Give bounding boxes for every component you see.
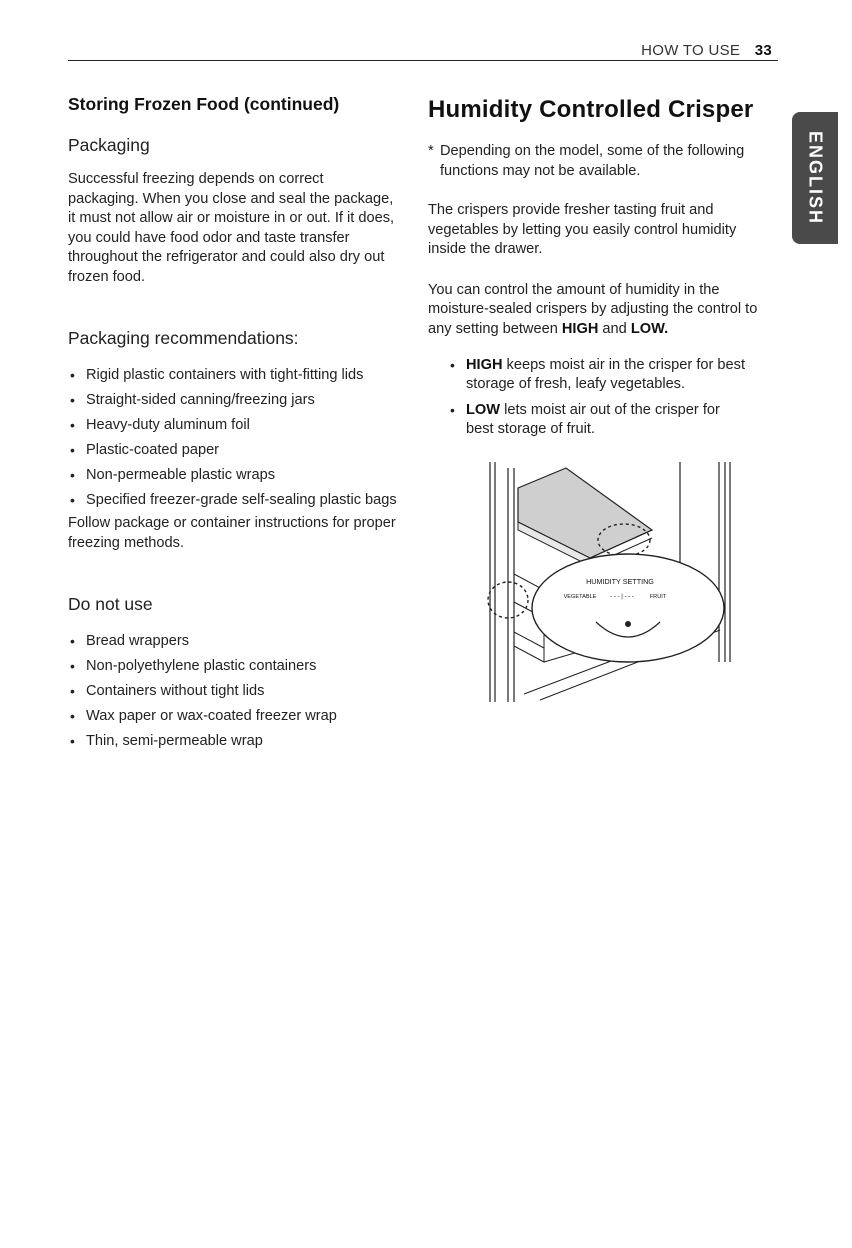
dial-vegetable-label: VEGETABLE	[563, 594, 597, 600]
section-title-humidity-crisper: Humidity Controlled Crisper	[428, 96, 754, 123]
packaging-body: Successful freezing depends on correct packaging. When you close and seal the package, it must not allow air or moisture in or out. If it does, you could have food odor and taste transfer throughout the refrigerator and could also dry out frozen food.	[68, 171, 395, 285]
crisper-intro: The crispers provide fresher tasting fruit and vegetables by letting you easily control humidity inside the drawer.	[428, 202, 737, 257]
list-item: • Plastic-coated paper	[70, 442, 220, 458]
list-item: • Thin, semi-permeable wrap	[70, 733, 263, 749]
list-item: • Wax paper or wax-coated freezer wrap	[70, 708, 337, 724]
crisper-control-paragraph: You can control the amount of humidity in the moisture-sealed crispers by adjusting the control to any setting between HIGH and LOW.	[428, 281, 758, 337]
list-item: • HIGH keeps moist air in the crisper for best storage of fresh, leafy vegetables.	[450, 357, 745, 392]
keyword-low: LOW.	[630, 320, 669, 337]
list-item: • Non-polyethylene plastic containers	[70, 658, 317, 674]
list-item: • Non-permeable plastic wraps	[70, 467, 275, 483]
recommendations-footer: Follow package or container instructions for proper freezing methods.	[68, 515, 396, 551]
list-item: • Bread wrappers	[70, 633, 190, 649]
header-section-label: HOW TO USE	[641, 42, 741, 59]
recommendations-list	[68, 366, 398, 510]
running-header	[641, 42, 772, 59]
packaging-heading: Packaging	[68, 135, 150, 155]
language-tab	[792, 112, 838, 244]
list-item: • Specified freezer-grade self-sealing plastic bags	[70, 492, 397, 508]
do-not-use-list	[68, 632, 398, 751]
dial-scale: - - - | - - -	[610, 594, 634, 600]
model-note	[428, 142, 755, 181]
left-column	[68, 94, 398, 751]
dial-title: HUMIDITY SETTING	[586, 577, 654, 586]
list-item: • Straight-sided canning/freezing jars	[70, 392, 315, 408]
keyword-high: HIGH	[561, 320, 599, 337]
recommendations-heading: Packaging recommendations:	[68, 328, 299, 348]
language-tab-label: ENGLISH	[805, 130, 826, 225]
right-column	[428, 94, 768, 439]
do-not-use-heading: Do not use	[68, 594, 153, 614]
header-rule	[68, 60, 778, 61]
list-item: • Rigid plastic containers with tight-fitting lids	[70, 367, 364, 383]
note-text: Depending on the model, some of the following functions may not be available.	[440, 143, 745, 179]
note-marker: *	[428, 143, 434, 159]
humidity-settings-list	[448, 356, 748, 439]
list-item: • Heavy-duty aluminum foil	[70, 417, 250, 433]
dial-fruit-label: FRUIT	[649, 594, 667, 600]
section-title-frozen-food: Storing Frozen Food (continued)	[68, 94, 340, 114]
page-number: 33	[754, 42, 772, 59]
list-item: • Containers without tight lids	[70, 683, 265, 699]
crisper-illustration	[484, 462, 746, 702]
list-item: • LOW lets moist air out of the crisper for best storage of fruit.	[450, 402, 720, 437]
